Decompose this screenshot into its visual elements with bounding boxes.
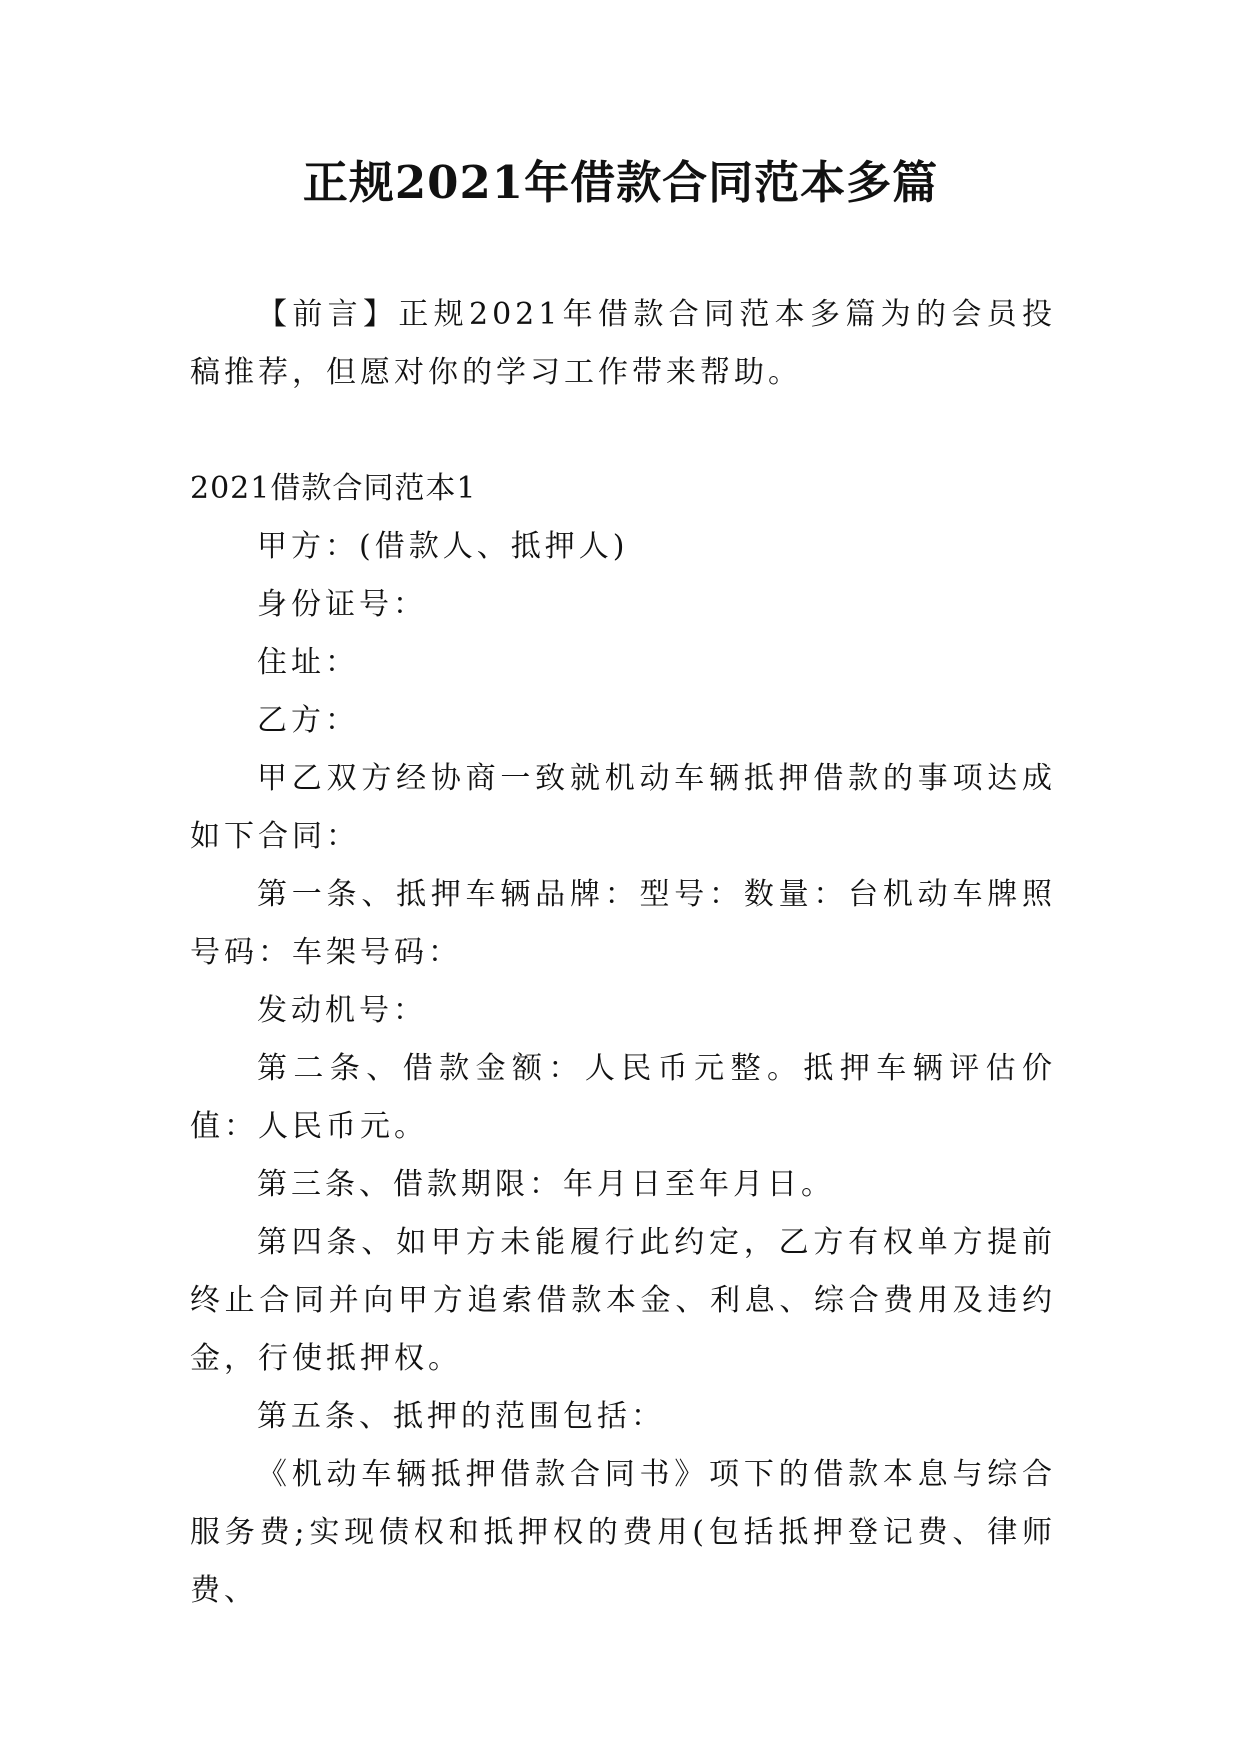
document-title: 正规2021年借款合同范本多篇 xyxy=(302,156,939,209)
paragraph-id-number: 身份证号： xyxy=(257,587,427,622)
document-body xyxy=(190,286,1056,1620)
section-heading: 2021借款合同范本1 xyxy=(190,471,477,506)
paragraph-scope: 《机动车辆抵押借款合同书》项下的借款本息与综合服务费;实现债权和抵押权的费用(包括抵押登记费、律师费、 xyxy=(190,1457,1056,1608)
paragraph-agreement-intro: 甲乙双方经协商一致就机动车辆抵押借款的事项达成如下合同： xyxy=(190,761,1056,854)
paragraph-article-4: 第四条、如甲方未能履行此约定，乙方有权单方提前终止合同并向甲方追索借款本金、利息、综合费用及违约金，行使抵押权。 xyxy=(190,1225,1056,1376)
preface-paragraph: 【前言】正规2021年借款合同范本多篇为的会员投稿推荐，但愿对你的学习工作带来帮助。 xyxy=(190,297,1056,390)
paragraph-article-2: 第二条、借款金额：人民币元整。抵押车辆评估价值：人民币元。 xyxy=(190,1051,1056,1144)
paragraph-article-5: 第五条、抵押的范围包括： xyxy=(257,1399,665,1434)
paragraph-article-3: 第三条、借款期限：年月日至年月日。 xyxy=(257,1167,835,1202)
paragraph-engine-number: 发动机号： xyxy=(257,993,427,1028)
paragraph-address: 住址： xyxy=(257,645,359,680)
paragraph-article-1: 第一条、抵押车辆品牌：型号：数量：台机动车牌照号码：车架号码： xyxy=(190,877,1056,970)
paragraph-party-a: 甲方：(借款人、抵押人) xyxy=(257,529,629,564)
paragraph-party-b: 乙方： xyxy=(257,703,359,738)
